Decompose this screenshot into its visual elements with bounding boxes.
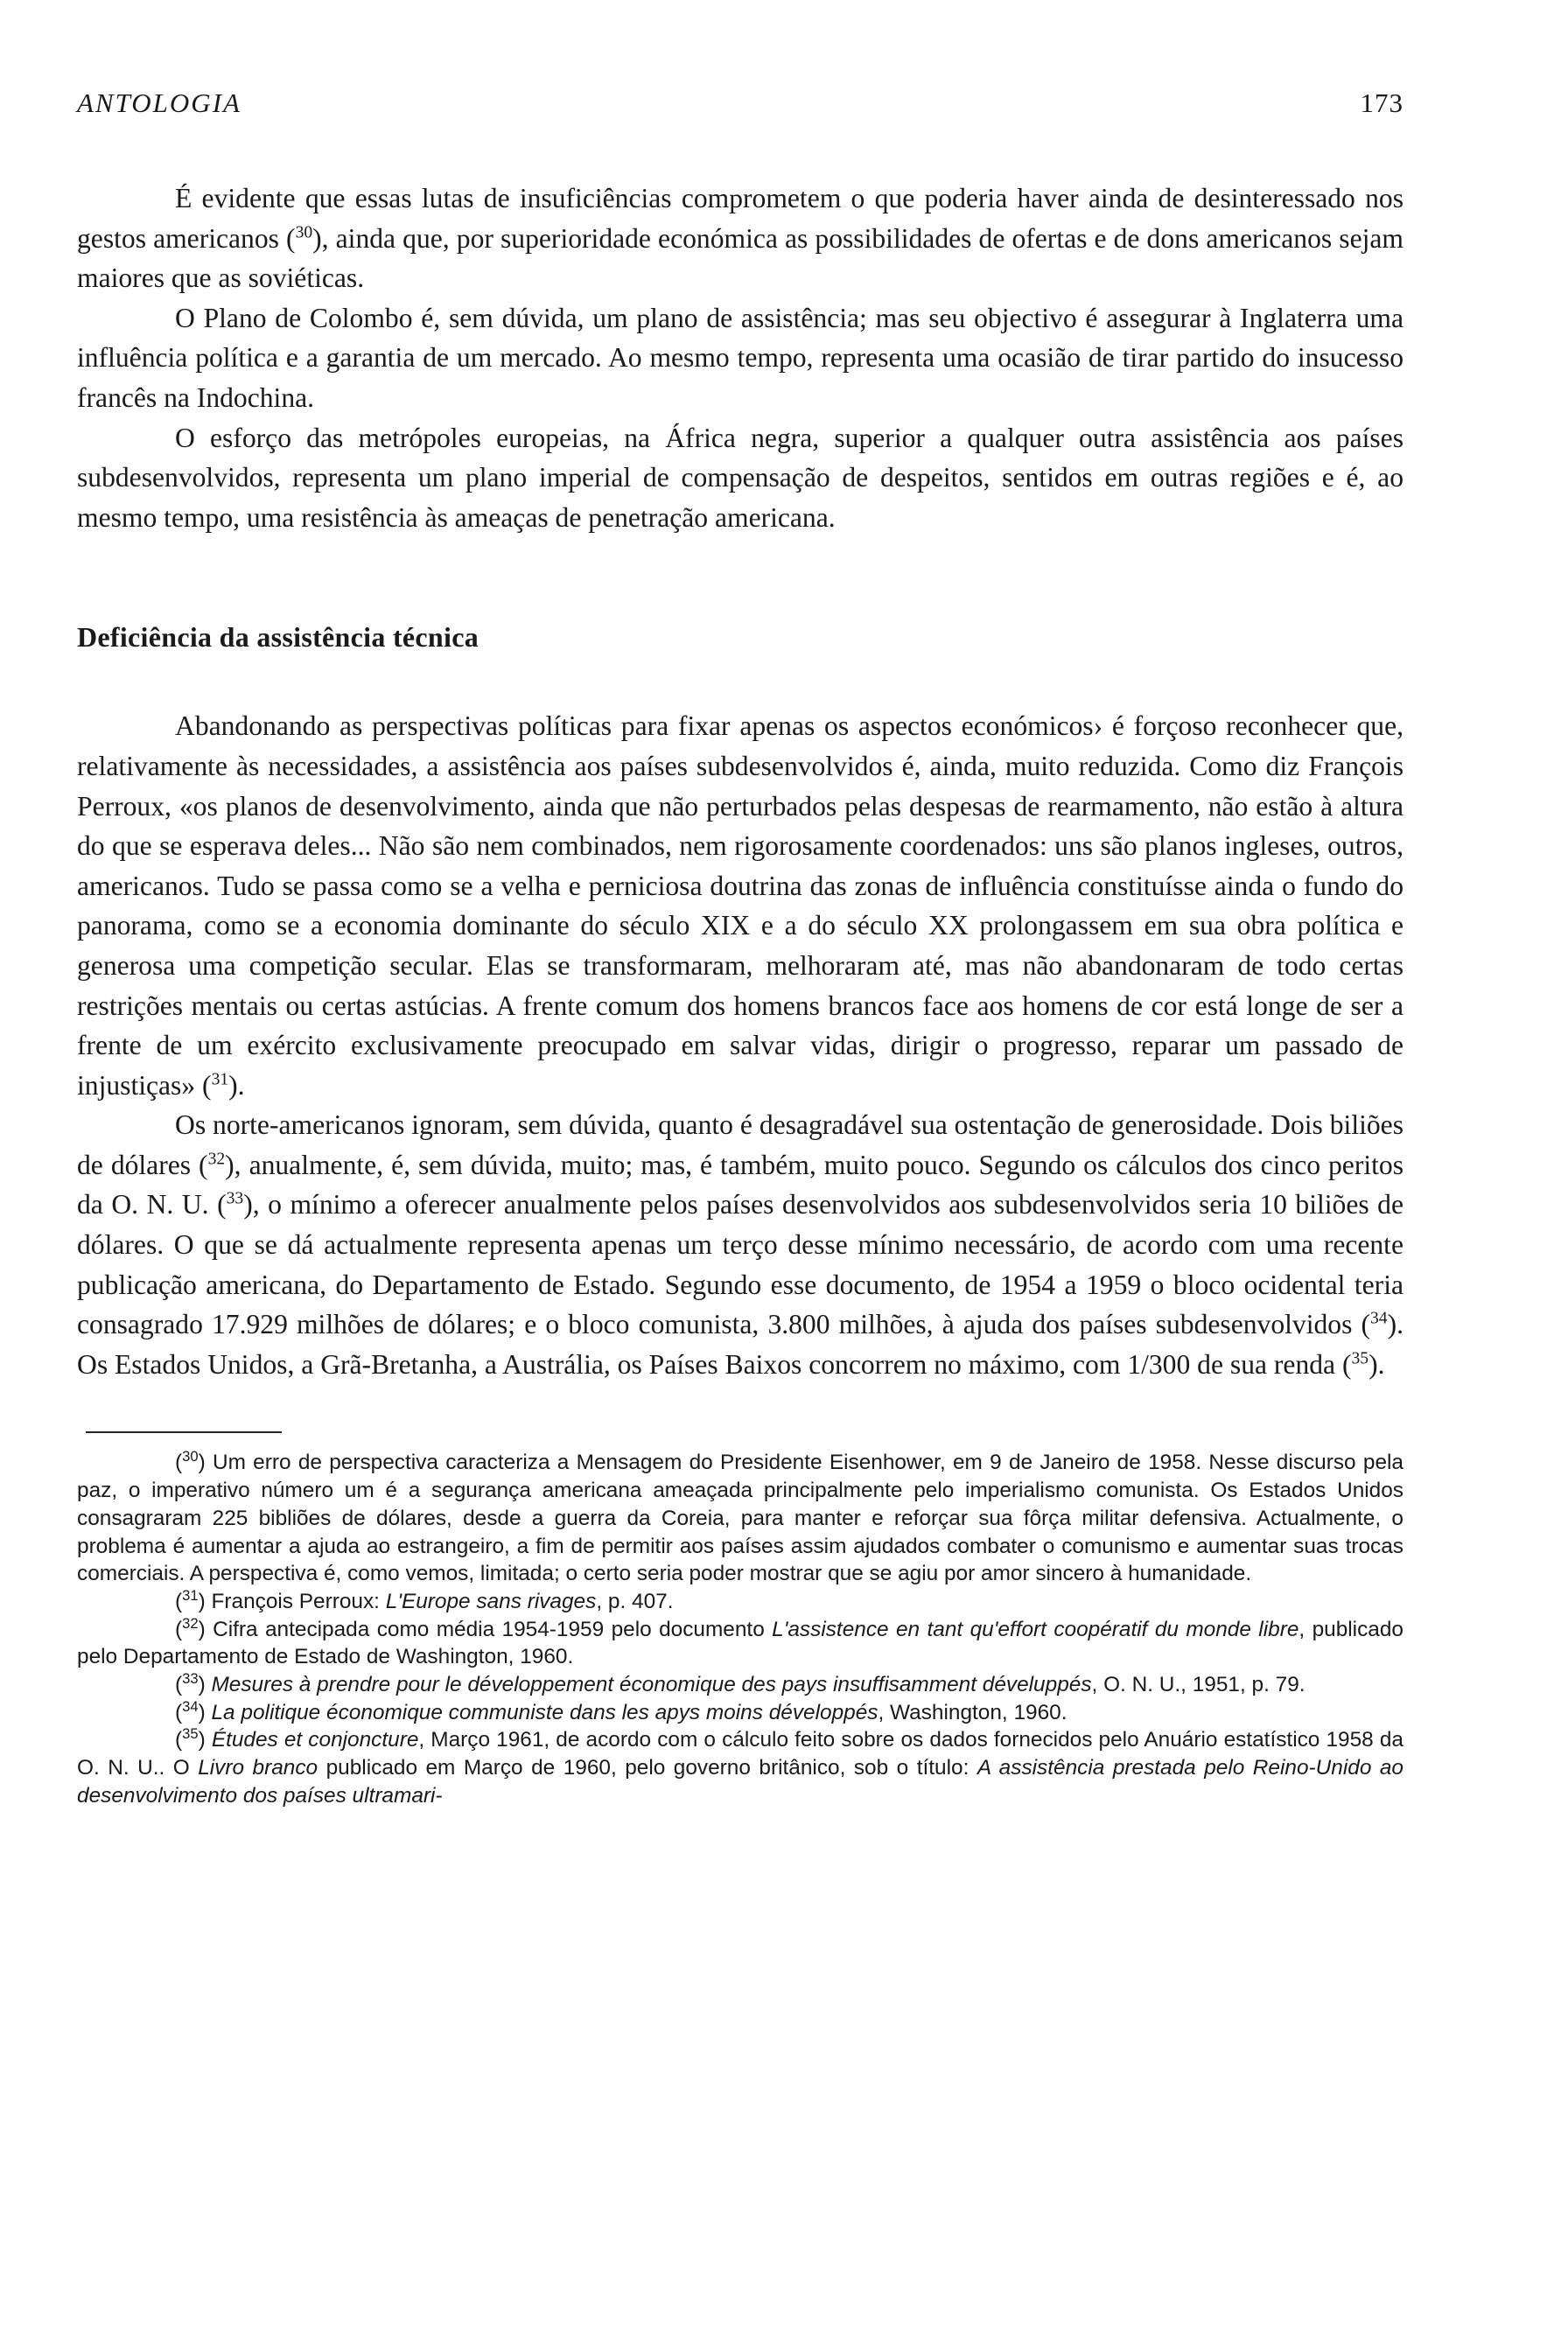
paragraph: O Plano de Colombo é, sem dúvida, um plano de assistência; mas seu objectivo é assegurar à Inglaterra uma influência política e a garantia de um mercado. Ao mesmo tempo, representa uma ocasião de tirar partido do insucesso francês na Indochina. — [77, 302, 1404, 413]
footnote-rule — [86, 1431, 282, 1433]
paragraph: É evidente que essas lutas de insuficiências comprometem o que poderia haver ainda de desinteressado nos gestos americanos ($^{30}$), ainda que, por superioridade económica as possibilidades de ofertas e de dons americanos sejam maiores que as soviéticas. — [77, 183, 1404, 294]
paragraph: Os norte-americanos ignoram, sem dúvida, quanto é desagradável sua ostentação de generosidade. Dois biliões de dólares ($^{32}$), anualmente, é, sem dúvida, muito; mas, é também, muito pouco. Segundo os cálculos dos cinco peritos da O. N. U. ($^{33}$), o mínimo a oferecer anualmente pelos países desenvolvidos aos subdesenvolvidos seria 10 biliões de dólares. O que se dá actualmente representa apenas um terço desse mínimo necessário, de acordo com uma recente publicação americana, do Departamento de Estado. Segundo esse documento, de 1954 a 1959 o bloco ocidental teria consagrado 17.929 milhões de dólares; e o bloco comunista, 3.800 milhões, à ajuda dos países subdesenvolvidos ($^{34}$). Os Estados Unidos, a Grã-Bretanha, a Austrália, os Países Baixos concorrem no máximo, com 1/300 de sua renda ($^{35}$). — [77, 1109, 1404, 1380]
footnote-ref: 34 — [1370, 1309, 1388, 1328]
footnote-ref: 35 — [1351, 1349, 1369, 1368]
footnote-ref: 32 — [207, 1150, 226, 1169]
footnote-35: ($^{35}$) Études et conjoncture, Março 1961, de acordo com o cálculo feito sobre os dados fornecidos pelo Anuário estatístico 1958 da O. N. U.. O Livro branco publicado em Março de 1960, pelo governo britânico, sob o título: A assistência prestada pelo Reino-Unido ao desenvolvimento dos países ultramari- — [77, 1725, 1404, 1808]
footnote-30: ($^{30}$) Um erro de perspectiva caracteriza a Mensagem do Presidente Eisenhower, em 9 de Janeiro de 1958. Nesse discurso pela paz, o imperativo número um é a segurança americana ameaçada principalmente pelo imperialismo comunista. Os Estados Unidos consagraram 225 bibliões de dólares, desde a guerra da Coreia, para manter e reforçar sua fôrça militar defensiva. Actualmente, o problema é aumentar a ajuda ao estrangeiro, a fim de permitir aos países assim ajudados combater o comunismo e aumentar suas trocas comerciais. A perspectiva é, como vemos, limitada; o certo seria poder mostrar que se agiu por amor sincero à humanidade. — [77, 1448, 1404, 1586]
footnotes — [77, 1449, 1404, 1809]
section-deficiencia — [77, 706, 1404, 1384]
footnote-ref: 33 — [226, 1189, 244, 1208]
running-title: ANTOLOGIA — [77, 87, 242, 118]
footnote-33: ($^{33}$) Mesures à prendre pour le développement économique des pays insuffisamment déveluppés, O. N. U., 1951, p. 79. — [175, 1669, 1306, 1697]
section-intro — [77, 178, 1404, 537]
footnote-34: ($^{34}$) La politique économique communiste dans les apys moins développés, Washington, 1960. — [175, 1697, 1068, 1724]
book-page — [77, 87, 1404, 1810]
page-number: 173 — [1360, 87, 1404, 118]
footnote-ref: 30 — [295, 223, 313, 242]
section-heading: Deficiência da assistência técnica — [77, 621, 479, 654]
footnote-ref: 31 — [211, 1070, 229, 1089]
paragraph: Abandonando as perspectivas políticas para fixar apenas os aspectos económicos› é forçoso reconhecer que, relativamente às necessidades, a assistência aos países subdesenvolvidos é, ainda, muito reduzida. Como diz François Perroux, «os planos de desenvolvimento, ainda que não perturbados pelas despesas de rearmamento, não estão à altura do que se esperava deles... Não são nem combinados, nem rigorosamente coordenados: uns são planos ingleses, outros, americanos. Tudo se passa como se a velha e perniciosa doutrina das zonas de influência constituísse ainda o fundo do panorama, como se a economia dominante do século XIX e a do século XX prolongassem em sua obra política e generosa uma competição secular. Elas se transformaram, melhoraram até, mas não abandonaram de todo certas restrições mentais ou certas astúcias. A frente comum dos homens brancos face aos homens de cor está longe de ser a frente de um exército exclusivamente preocupado em salvar vidas, dirigir o progresso, reparar um passado de injustiças» ($^{31}$). — [77, 710, 1404, 1101]
running-head — [77, 87, 1404, 135]
paragraph: O esforço das metrópoles europeias, na África negra, superior a qualquer outra assistência aos países subdesenvolvidos, representa um plano imperial de compensação de despeitos, sentidos em outras regiões e é, ao mesmo tempo, uma resistência às ameaças de penetração americana. — [77, 422, 1404, 533]
footnote-31: ($^{31}$) François Perroux: L'Europe sans rivages, p. 407. — [175, 1586, 674, 1613]
footnote-32: ($^{32}$) Cifra antecipada como média 1954-1959 pelo documento L'assistence en tant qu'effort coopératif du monde libre, publicado pelo Departamento de Estado de Washington, 1960. — [77, 1614, 1404, 1669]
